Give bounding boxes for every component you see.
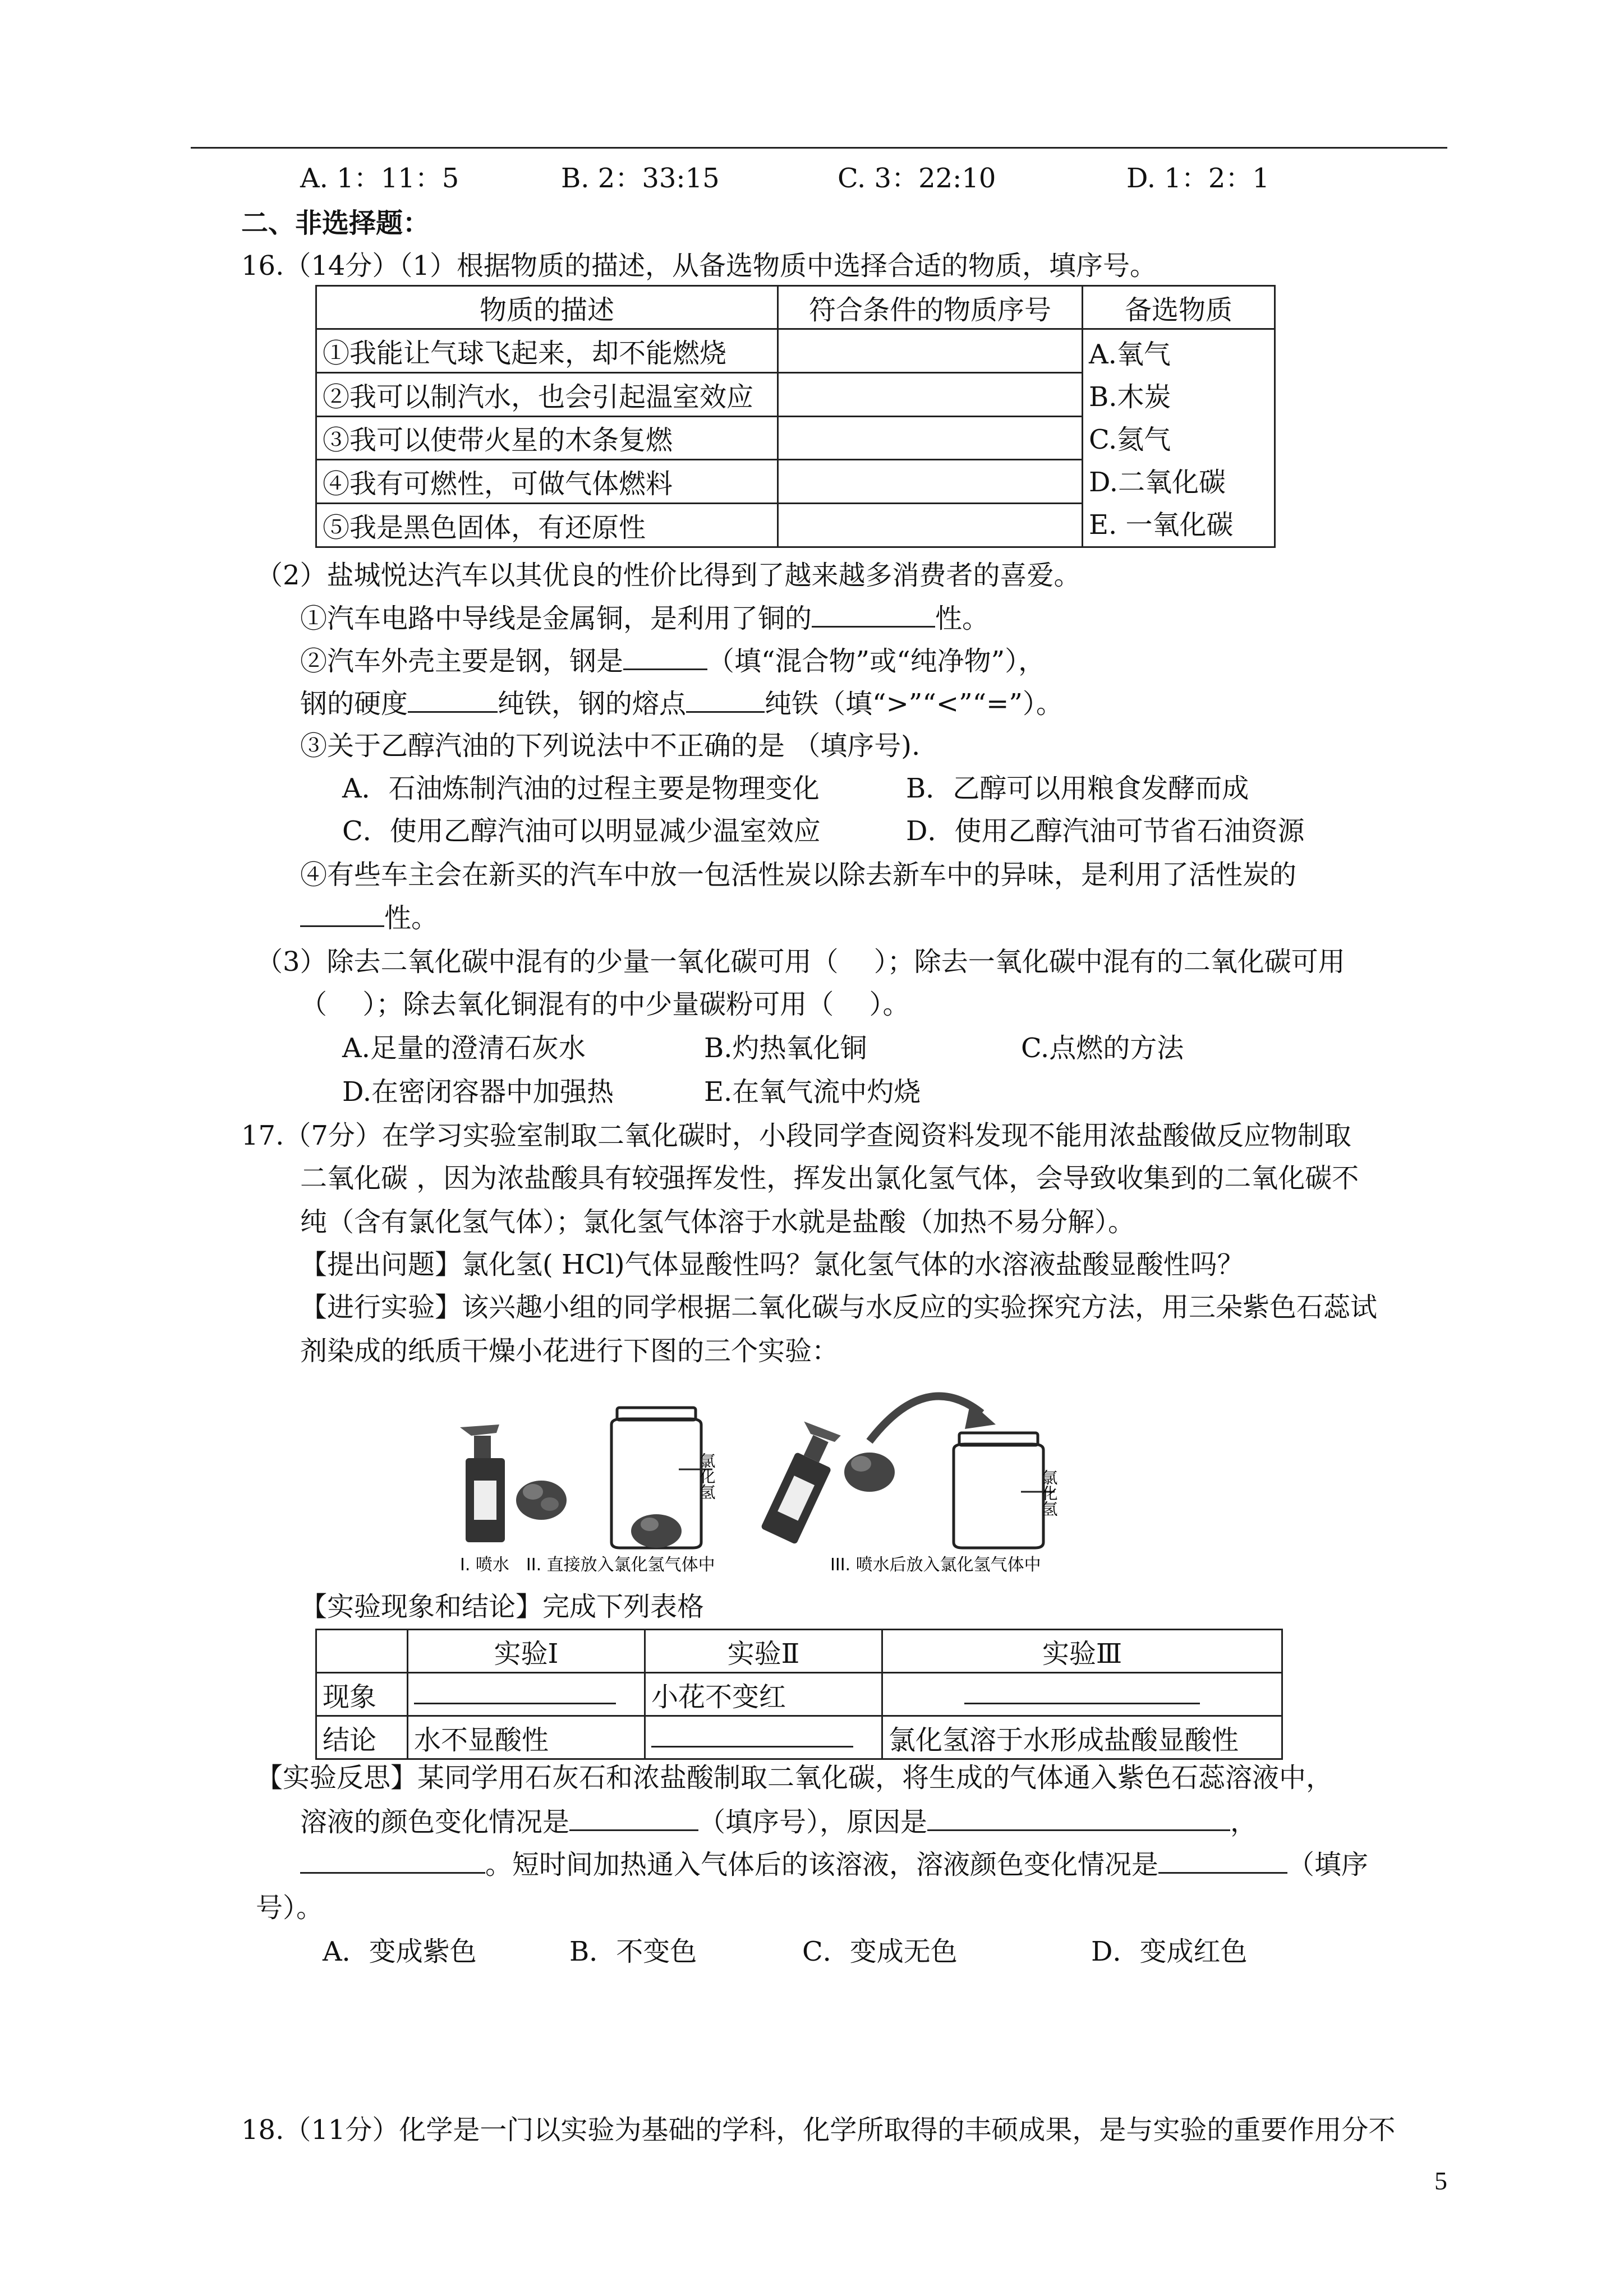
q16-answer-cell-2[interactable] (778, 372, 1083, 416)
q17-heating-blank[interactable] (1158, 1847, 1287, 1874)
q17-phenomenon-exp3-blank[interactable] (964, 1678, 1200, 1704)
q17-conclusion-exp3: 氯化氢溶于水形成盐酸显酸性 (882, 1716, 1282, 1759)
q16-part2-line3 (300, 686, 1063, 721)
q17-choice-b: B．不变色 (569, 1936, 697, 1967)
q16-description-4: ④我有可燃性，可做气体燃料 (316, 460, 778, 504)
q16-candidate-c: C.氦气 (1089, 424, 1171, 455)
q17-conclusion-intro: 【实验现象和结论】完成下列表格 (300, 1591, 705, 1622)
q17-conclusion-exp1: 水不显酸性 (408, 1716, 645, 1759)
q17-choice-a: A．变成紫色 (323, 1936, 477, 1967)
q16-carbon-line: ④有些车主会在新买的汽车中放一包活性炭以除去新车中的异味，是利用了活性炭的 (300, 859, 1297, 891)
q17-reason-blank-2[interactable] (300, 1847, 485, 1874)
q16-carbon-blank[interactable] (300, 901, 384, 927)
q17-reason-blank[interactable] (927, 1805, 1230, 1831)
q16-header-candidates: 备选物质 (1083, 286, 1275, 329)
q16-ethanol-question: ③关于乙醇汽油的下列说法中不正确的是 （填序号). (300, 730, 921, 762)
q16-ethanol-option-b: B．乙醇可以用粮食发酵而成 (906, 773, 1249, 804)
q16-steel-text: ②汽车外壳主要是钢，钢是 (300, 646, 624, 677)
gas-jar-icon (954, 1433, 1059, 1548)
q17-color-change-text: 溶液的颜色变化情况是 (300, 1806, 570, 1838)
q16-candidate-d: D.二氧化碳 (1089, 467, 1226, 498)
section-heading: 二、非选择题： (241, 208, 430, 239)
q15-option-c: C. 3：22:10 (838, 163, 996, 194)
q16-hardness-blank[interactable] (408, 686, 498, 713)
flower-icon (844, 1453, 895, 1492)
q16-answer-cell-4[interactable] (778, 460, 1083, 504)
experiment-figure (443, 1380, 1206, 1582)
q16-ethanol-option-c: C．使用乙醇汽油可以明显减少温室效应 (342, 815, 821, 847)
q16-candidate-e: E. 一氧化碳 (1089, 509, 1234, 541)
figure-caption-right: III. 喷水后放入氯化氢气体中 (830, 1555, 1041, 1575)
q17-row-conclusion-label: 结论 (316, 1716, 408, 1759)
q18-line1: 18.（11分）化学是一门以实验为基础的学科，化学所取得的丰硕成果，是与实验的重要作用分不 (241, 2114, 1396, 2146)
q17-color-change-blank[interactable] (569, 1805, 698, 1831)
jar-label-right: 氯化氢 (1039, 1469, 1059, 1516)
top-rule (191, 147, 1447, 149)
q17-experiment-line1: 【进行实验】该兴趣小组的同学根据二氧化碳与水反应的实验探究方法，用三朵紫色石蕊试 (300, 1292, 1378, 1323)
q17-header-exp1: 实验Ⅰ (408, 1630, 645, 1673)
q17-line2: 二氧化碳 ，因为浓盐酸具有较强挥发性，挥发出氯化氢气体，会导致收集到的二氧化碳不 (300, 1163, 1359, 1194)
q16-description-2: ②我可以制汽水，也会引起温室效应 (316, 372, 778, 416)
q17-reason-comma: ， (1230, 1806, 1258, 1838)
q17-header-exp2: 实验Ⅱ (645, 1630, 882, 1673)
q17-reflect-line4: 号）。 (256, 1892, 324, 1924)
q16-carbon-suffix: 性。 (384, 902, 439, 934)
q17-phenomenon-exp1-cell[interactable] (408, 1673, 645, 1716)
q16-description-3: ③我可以使带火星的木条复燃 (316, 416, 778, 460)
q16-answer-cell-1[interactable] (778, 329, 1083, 373)
page-number: 5 (1434, 2166, 1447, 2195)
q17-header-exp3: 实验Ⅲ (882, 1630, 1282, 1673)
q16-candidate-a: A.氧气 (1089, 339, 1171, 370)
q17-reflect-line1: 【实验反思】某同学用石灰石和浓盐酸制取二氧化碳，将生成的气体通入紫色石蕊溶液中， (256, 1762, 1333, 1794)
flower-icon (516, 1481, 567, 1520)
q16-part3-option-b: B.灼热氧化铜 (704, 1032, 867, 1064)
q15-option-d: D. 1：2：1 (1126, 163, 1269, 194)
q17-reflect-line2 (300, 1805, 1257, 1839)
curved-arrow-icon (869, 1396, 996, 1441)
q16-part3-option-e: E.在氧气流中灼烧 (704, 1076, 921, 1108)
q17-conclusion-exp2-cell[interactable] (645, 1716, 882, 1759)
q16-copper-suffix: 性。 (935, 603, 990, 634)
q16-candidates-cell (1083, 329, 1275, 547)
q17-phenomenon-exp1-blank[interactable] (414, 1678, 616, 1704)
q15-option-a: A. 1：11：5 (300, 163, 459, 194)
q16-melting-text: 纯铁，钢的熔点 (498, 688, 687, 720)
q17-line1: 17.（7分）在学习实验室制取二氧化碳时，小段同学查阅资料发现不能用浓盐酸做反应物制取 (241, 1120, 1351, 1151)
spray-bottle-icon (460, 1424, 505, 1542)
q16-part3-line1: （3）除去二氧化碳中混有的少量一氧化碳可用（ ）；除去一氧化碳中混有的二氧化碳可用 (256, 946, 1345, 978)
q16-header-description: 物质的描述 (316, 286, 778, 329)
figure-caption-left: I. 喷水 II. 直接放入氯化氢气体中 (460, 1555, 715, 1575)
q17-reason-text: （填序号），原因是 (698, 1806, 928, 1838)
q17-line3: 纯（含有氯化氢气体）；氯化氢气体溶于水就是盐酸（加热不易分解）。 (300, 1206, 1135, 1238)
q16-stem: 16.（14分）（1）根据物质的描述，从备选物质中选择合适的物质，填序号。 (241, 250, 1157, 282)
q16-part3-option-d: D.在密闭容器中加强热 (342, 1076, 614, 1108)
q17-row-phenomenon-label: 现象 (316, 1673, 408, 1716)
q16-header-answer: 符合条件的物质序号 (778, 286, 1083, 329)
q16-part2-intro: （2）盐城悦达汽车以其优良的性价比得到了越来越多消费者的喜爱。 (256, 560, 1081, 591)
q17-heating-text: 。短时间加热通入气体后的该溶液，溶液颜色变化情况是 (485, 1849, 1159, 1880)
q17-experiment-line2: 剂染成的纸质干燥小花进行下图的三个实验： (300, 1335, 839, 1367)
gas-jar-icon (611, 1408, 716, 1548)
q16-candidate-b: B.木炭 (1089, 381, 1171, 413)
q16-description-5: ⑤我是黑色固体，有还原性 (316, 504, 778, 547)
q16-part3-line2: （ ）；除去氧化铜混有的中少量碳粉可用（ ）。 (300, 989, 910, 1020)
q17-header-blank (316, 1630, 408, 1673)
q16-part3-option-c: C.点燃的方法 (1021, 1032, 1184, 1064)
spray-bottle-angled-icon (756, 1419, 846, 1545)
q17-heating-hint: （填序 (1287, 1849, 1369, 1880)
q16-compare-hint: 纯铁（填“>”“<”“=”）。 (765, 688, 1063, 720)
q16-copper-blank[interactable] (812, 601, 935, 628)
q17-choice-c: C．变成无色 (802, 1936, 958, 1967)
q16-description-1: ①我能让气球飞起来，却不能燃烧 (316, 329, 778, 373)
q17-reflect-line3 (300, 1847, 1368, 1882)
q16-hardness-text: 钢的硬度 (300, 688, 408, 720)
q17-phenomenon-exp2: 小花不变红 (645, 1673, 882, 1716)
q16-ethanol-option-d: D．使用乙醇汽油可节省石油资源 (906, 815, 1305, 847)
q16-carbon-line2 (300, 901, 438, 935)
q16-answer-cell-3[interactable] (778, 416, 1083, 460)
q17-question: 【提出问题】氯化氢( HCl)气体显酸性吗？氯化氢气体的水溶液盐酸显酸性吗？ (300, 1249, 1244, 1280)
q16-melting-blank[interactable] (686, 686, 765, 713)
q16-ethanol-option-a: A．石油炼制汽油的过程主要是物理变化 (342, 773, 820, 804)
q15-option-b: B. 2：33:15 (561, 163, 720, 194)
q16-table (315, 285, 1276, 548)
q17-results-table (315, 1629, 1283, 1760)
q16-part3-option-a: A.足量的澄清石灰水 (342, 1032, 586, 1064)
q16-steel-blank[interactable] (623, 644, 707, 670)
q16-steel-hint: （填“混合物”或“纯净物”）， (707, 646, 1046, 677)
q16-copper-text: ①汽车电路中导线是金属铜，是利用了铜的 (300, 603, 812, 634)
jar-label-left: 氯化氢 (697, 1453, 716, 1500)
q17-conclusion-exp2-blank[interactable] (651, 1721, 853, 1748)
q16-part2-line2 (300, 644, 1045, 678)
q16-part2-line1 (300, 601, 989, 635)
q17-choice-d: D．变成红色 (1091, 1936, 1248, 1967)
q16-answer-cell-5[interactable] (778, 504, 1083, 547)
q17-phenomenon-exp3-cell[interactable] (882, 1673, 1282, 1716)
